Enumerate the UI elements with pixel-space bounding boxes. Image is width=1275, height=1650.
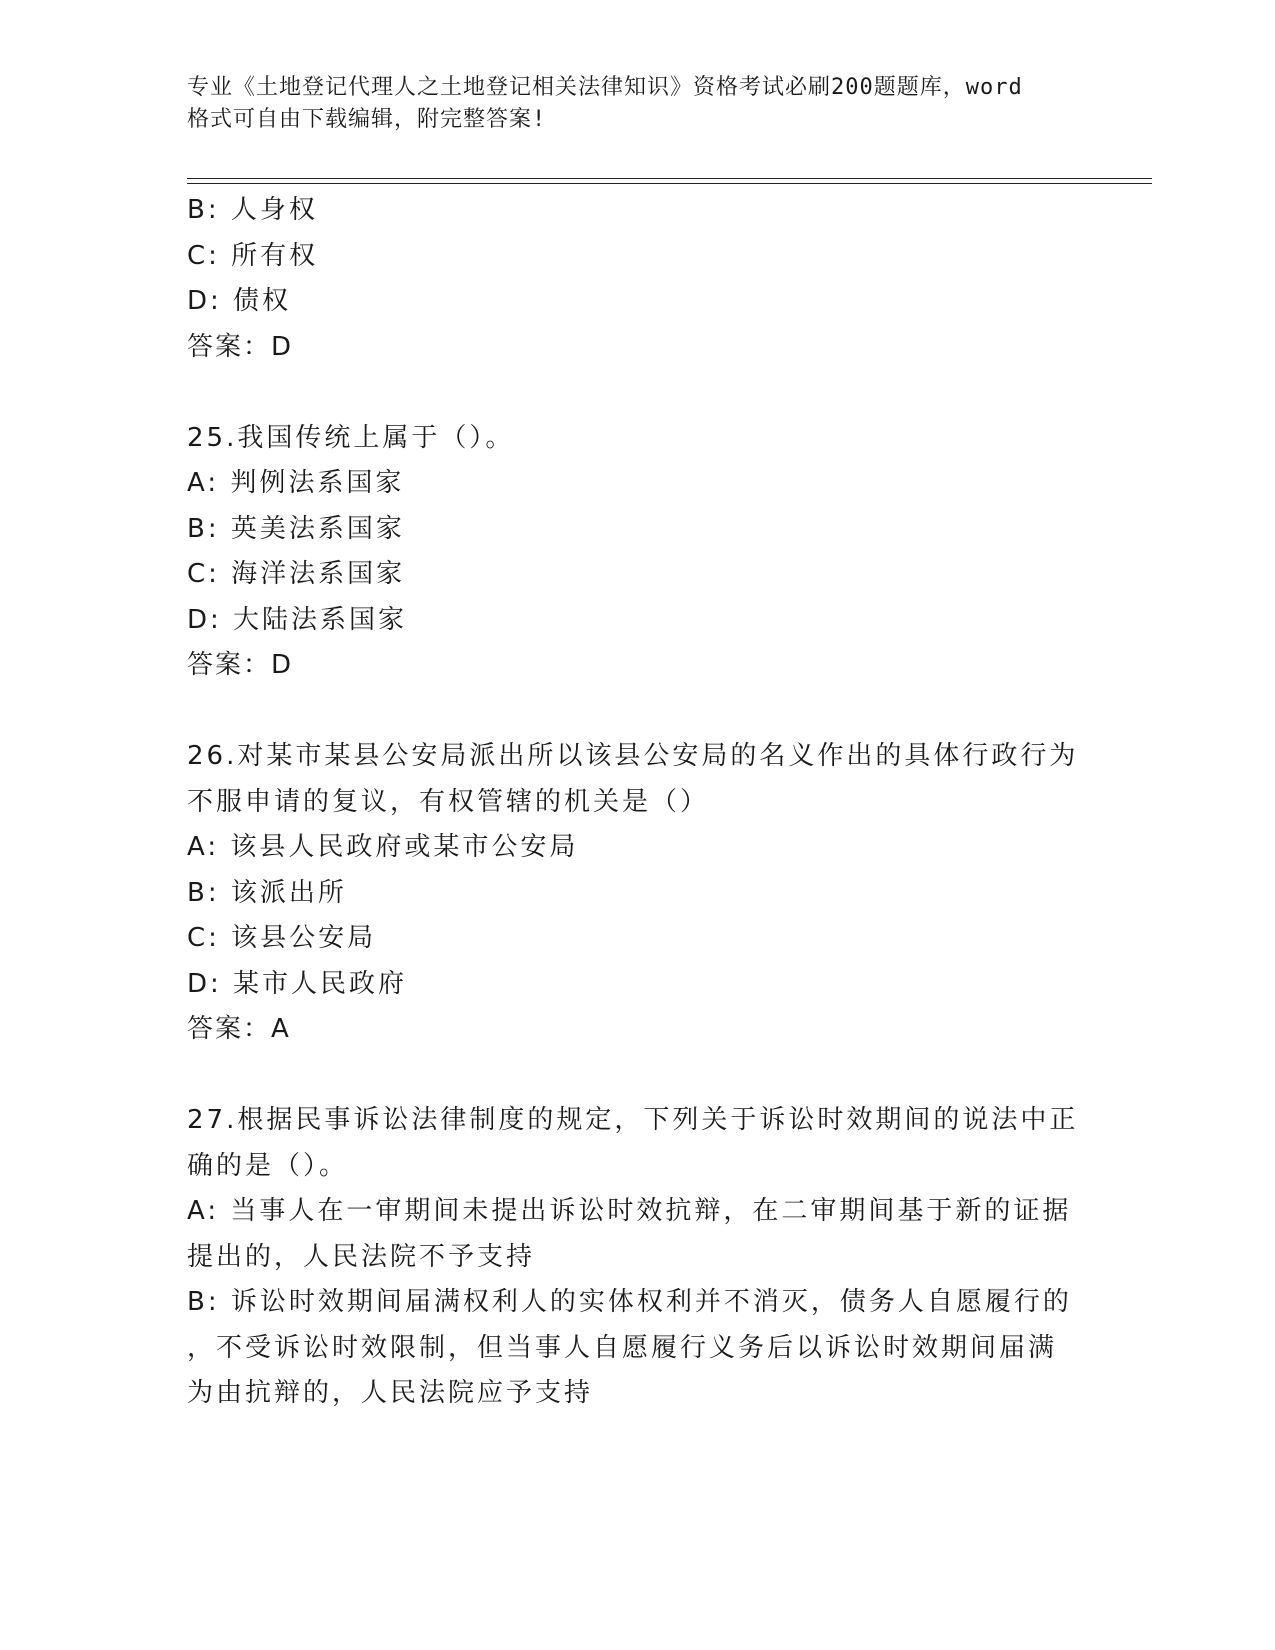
spacer [187,370,1067,416]
page-header [187,72,1087,136]
question-content [187,188,1079,1417]
q26-option-b: B: 该派出所 [187,877,347,908]
q25-stem: 25.我国传统上属于（）。 [187,422,515,453]
q24-option-b: B: 人身权 [187,195,318,225]
question-27 [187,1098,1079,1417]
spacer [187,689,1067,735]
q27-option-b-line-3: 为由抗辩的，人民法院应予支持 [187,1378,594,1408]
q24-option-c: C: 所有权 [187,240,319,271]
q25-option-c: C: 海洋法系国家 [187,559,406,589]
q26-option-c: C: 该县公安局 [187,923,377,953]
q27-option-b-line-1: B: 诉讼时效期间届满权利人的实体权利并不消灭，债务人自愿履行的 [187,1287,1072,1317]
q26-stem-line-2: 不服申请的复议，有权管辖的机关是（） [187,786,710,817]
q26-option-d: D: 某市人民政府 [187,968,408,999]
q27-option-b-line-2: ，不受诉讼时效限制，但当事人自愿履行义务后以诉讼时效期间届满 [187,1332,1058,1363]
q27-stem-line-2: 确的是（）。 [187,1150,349,1181]
question-24 [187,188,1067,370]
q24-answer: 答案：D [187,331,294,362]
question-25 [187,416,1067,689]
q26-stem-line-1: 26.对某市某县公安局派出所以该县公安局的名义作出的具体行政行为 [187,741,1079,771]
q27-stem-line-1: 27.根据民事诉讼法律制度的规定，下列关于诉讼时效期间的说法中正 [187,1105,1079,1135]
spacer [187,1053,1067,1099]
q27-option-a-line-1: A: 当事人在一审期间未提出诉讼时效抗辩，在二审期间基于新的证据 [187,1196,1072,1226]
q26-option-a: A: 该县人民政府或某市公安局 [187,832,579,862]
question-26 [187,734,1079,1053]
q26-answer: 答案：A [187,1014,291,1044]
q24-option-d: D: 债权 [187,286,292,316]
header-divider-bottom [187,183,1152,184]
q27-option-a-line-2: 提出的，人民法院不予支持 [187,1241,536,1272]
q25-option-b: B: 英美法系国家 [187,513,405,544]
q25-option-a: A: 判例法系国家 [187,468,405,498]
header-line-2: 格式可自由下载编辑，附完整答案! [187,107,547,132]
q25-answer: 答案：D [187,650,294,680]
header-line-1: 专业《土地登记代理人之土地登记相关法律知识》资格考试必刷200题题库，word [187,75,1023,100]
header-divider-top [187,178,1152,179]
q25-option-d: D: 大陆法系国家 [187,604,408,635]
